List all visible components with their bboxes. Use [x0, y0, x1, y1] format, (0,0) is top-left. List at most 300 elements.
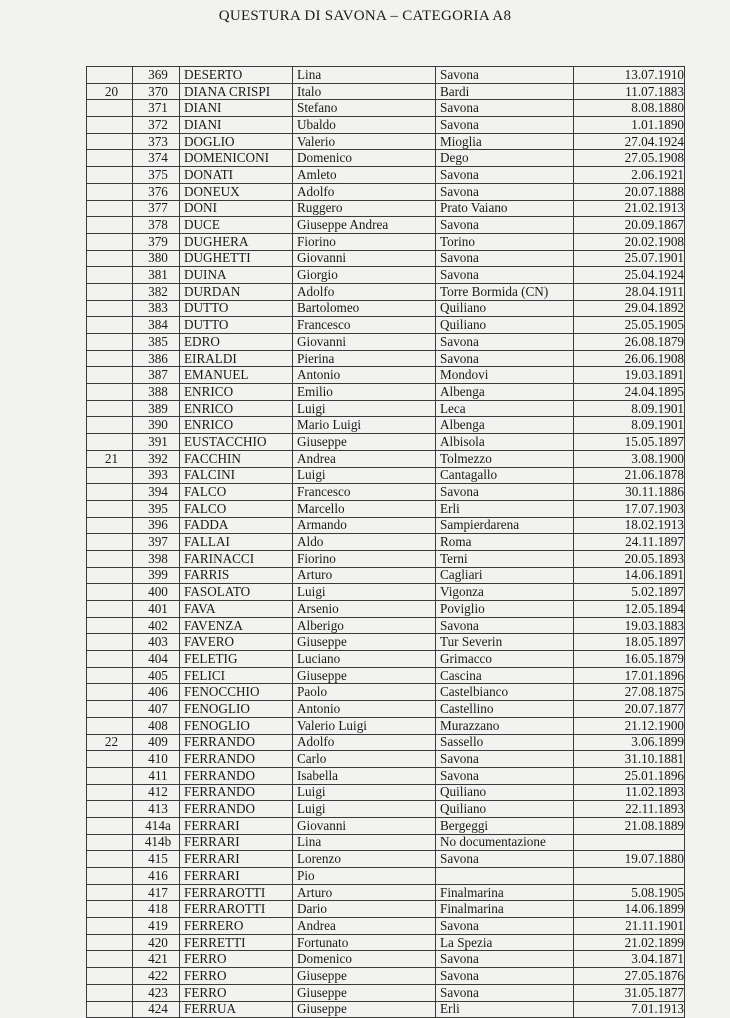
page-number-cell: 20 — [87, 83, 133, 100]
record-number-cell: 387 — [133, 367, 180, 384]
record-number-cell: 415 — [133, 851, 180, 868]
birthplace-cell: Savona — [436, 918, 574, 935]
birthdate-cell: 15.05.1897 — [574, 434, 685, 451]
record-number-cell: 401 — [133, 601, 180, 618]
birthplace-cell: Erli — [436, 1001, 574, 1018]
table-row — [87, 1001, 685, 1018]
table-row — [87, 450, 685, 467]
surname-cell: EDRO — [180, 334, 293, 351]
birthdate-cell: 19.07.1880 — [574, 851, 685, 868]
birthplace-cell: Savona — [436, 751, 574, 768]
page-number-cell — [87, 634, 133, 651]
birthplace-cell: Finalmarina — [436, 884, 574, 901]
page-number-cell — [87, 584, 133, 601]
page-number-cell — [87, 283, 133, 300]
first-name-cell: Giuseppe — [293, 434, 436, 451]
page-number-cell: 22 — [87, 734, 133, 751]
birthplace-cell: Savona — [436, 484, 574, 501]
birthplace-cell: Bergeggi — [436, 817, 574, 834]
first-name-cell: Luciano — [293, 651, 436, 668]
surname-cell: FERRO — [180, 968, 293, 985]
table-row — [87, 133, 685, 150]
table-row — [87, 734, 685, 751]
table-row — [87, 951, 685, 968]
table-row — [87, 317, 685, 334]
surname-cell: DESERTO — [180, 67, 293, 84]
birthdate-cell: 21.08.1889 — [574, 817, 685, 834]
record-number-cell: 423 — [133, 984, 180, 1001]
birthdate-cell: 24.04.1895 — [574, 384, 685, 401]
birthdate-cell: 16.05.1879 — [574, 651, 685, 668]
birthplace-cell — [436, 868, 574, 885]
table-row — [87, 934, 685, 951]
surname-cell: DONEUX — [180, 183, 293, 200]
page-number-cell — [87, 550, 133, 567]
table-row — [87, 834, 685, 851]
table-row — [87, 801, 685, 818]
page-number-cell — [87, 500, 133, 517]
surname-cell: FALCINI — [180, 467, 293, 484]
record-number-cell: 373 — [133, 133, 180, 150]
surname-cell: FENOGLIO — [180, 717, 293, 734]
first-name-cell: Dario — [293, 901, 436, 918]
record-number-cell: 418 — [133, 901, 180, 918]
table-row — [87, 334, 685, 351]
surname-cell: FALCO — [180, 500, 293, 517]
birthdate-cell: 31.05.1877 — [574, 984, 685, 1001]
birthdate-cell: 27.04.1924 — [574, 133, 685, 150]
birthplace-cell: Savona — [436, 617, 574, 634]
table-row — [87, 701, 685, 718]
birthplace-cell: Leca — [436, 400, 574, 417]
record-number-cell: 414b — [133, 834, 180, 851]
birthdate-cell: 3.04.1871 — [574, 951, 685, 968]
record-number-cell: 398 — [133, 550, 180, 567]
first-name-cell: Paolo — [293, 684, 436, 701]
page-number-cell — [87, 834, 133, 851]
birthplace-cell: Dego — [436, 150, 574, 167]
birthplace-cell: Savona — [436, 968, 574, 985]
table-row — [87, 500, 685, 517]
first-name-cell: Stefano — [293, 100, 436, 117]
birthdate-cell: 20.05.1893 — [574, 550, 685, 567]
birthplace-cell: Quiliano — [436, 317, 574, 334]
birthdate-cell: 8.09.1901 — [574, 417, 685, 434]
record-number-cell: 416 — [133, 868, 180, 885]
record-number-cell: 412 — [133, 784, 180, 801]
table-row — [87, 918, 685, 935]
first-name-cell: Armando — [293, 517, 436, 534]
birthplace-cell: Savona — [436, 334, 574, 351]
birthplace-cell: Poviglio — [436, 601, 574, 618]
record-number-cell: 407 — [133, 701, 180, 718]
birthdate-cell: 25.04.1924 — [574, 267, 685, 284]
birthdate-cell: 19.03.1891 — [574, 367, 685, 384]
surname-cell: ENRICO — [180, 400, 293, 417]
birthplace-cell: Albenga — [436, 417, 574, 434]
register-body — [87, 67, 685, 1018]
record-number-cell: 411 — [133, 767, 180, 784]
page-number-cell — [87, 601, 133, 618]
birthplace-cell: Cantagallo — [436, 467, 574, 484]
first-name-cell: Antonio — [293, 701, 436, 718]
surname-cell: FAVA — [180, 601, 293, 618]
table-row — [87, 267, 685, 284]
surname-cell: FACCHIN — [180, 450, 293, 467]
birthplace-cell: Castelbianco — [436, 684, 574, 701]
birthdate-cell: 3.06.1899 — [574, 734, 685, 751]
birthdate-cell: 25.07.1901 — [574, 250, 685, 267]
first-name-cell: Giuseppe — [293, 634, 436, 651]
page-number-cell — [87, 767, 133, 784]
table-row — [87, 250, 685, 267]
birthdate-cell: 22.11.1893 — [574, 801, 685, 818]
birthdate-cell: 21.11.1901 — [574, 918, 685, 935]
page-number-cell — [87, 350, 133, 367]
birthdate-cell: 31.10.1881 — [574, 751, 685, 768]
birthplace-cell: Grimacco — [436, 651, 574, 668]
birthplace-cell: Savona — [436, 767, 574, 784]
page-number-cell — [87, 484, 133, 501]
table-row — [87, 367, 685, 384]
record-number-cell: 419 — [133, 918, 180, 935]
record-number-cell: 400 — [133, 584, 180, 601]
page-number-cell — [87, 267, 133, 284]
register-table — [86, 66, 685, 1018]
record-number-cell: 406 — [133, 684, 180, 701]
first-name-cell: Lina — [293, 834, 436, 851]
first-name-cell: Mario Luigi — [293, 417, 436, 434]
birthplace-cell: Savona — [436, 851, 574, 868]
page-number-cell: 21 — [87, 450, 133, 467]
surname-cell: FERRUA — [180, 1001, 293, 1018]
record-number-cell: 421 — [133, 951, 180, 968]
first-name-cell: Luigi — [293, 584, 436, 601]
record-number-cell: 417 — [133, 884, 180, 901]
surname-cell: FERRANDO — [180, 751, 293, 768]
birthdate-cell: 17.07.1903 — [574, 500, 685, 517]
table-row — [87, 851, 685, 868]
table-row — [87, 484, 685, 501]
first-name-cell: Arturo — [293, 884, 436, 901]
birthplace-cell: Mondovi — [436, 367, 574, 384]
birthplace-cell: Cascina — [436, 667, 574, 684]
birthdate-cell: 21.02.1899 — [574, 934, 685, 951]
page-number-cell — [87, 934, 133, 951]
record-number-cell: 377 — [133, 200, 180, 217]
page-number-cell — [87, 784, 133, 801]
birthplace-cell: Terni — [436, 550, 574, 567]
record-number-cell: 391 — [133, 434, 180, 451]
record-number-cell: 409 — [133, 734, 180, 751]
first-name-cell: Giovanni — [293, 817, 436, 834]
first-name-cell: Lina — [293, 67, 436, 84]
first-name-cell: Giuseppe — [293, 984, 436, 1001]
first-name-cell: Aldo — [293, 534, 436, 551]
page-number-cell — [87, 400, 133, 417]
record-number-cell: 424 — [133, 1001, 180, 1018]
first-name-cell: Fiorino — [293, 233, 436, 250]
birthdate-cell: 14.06.1899 — [574, 901, 685, 918]
table-row — [87, 634, 685, 651]
table-row — [87, 817, 685, 834]
first-name-cell: Antonio — [293, 367, 436, 384]
record-number-cell: 383 — [133, 300, 180, 317]
first-name-cell: Giuseppe — [293, 1001, 436, 1018]
birthdate-cell: 2.06.1921 — [574, 167, 685, 184]
birthdate-cell: 25.01.1896 — [574, 767, 685, 784]
birthplace-cell: Torino — [436, 233, 574, 250]
record-number-cell: 395 — [133, 500, 180, 517]
birthplace-cell: Savona — [436, 984, 574, 1001]
birthplace-cell: Prato Vaiano — [436, 200, 574, 217]
page-number-cell — [87, 334, 133, 351]
first-name-cell: Luigi — [293, 784, 436, 801]
surname-cell: FERRANDO — [180, 767, 293, 784]
record-number-cell: 381 — [133, 267, 180, 284]
table-row — [87, 117, 685, 134]
surname-cell: FADDA — [180, 517, 293, 534]
surname-cell: DONI — [180, 200, 293, 217]
surname-cell: FERRARI — [180, 817, 293, 834]
birthdate-cell: 3.08.1900 — [574, 450, 685, 467]
surname-cell: DUINA — [180, 267, 293, 284]
surname-cell: FERRANDO — [180, 734, 293, 751]
record-number-cell: 413 — [133, 801, 180, 818]
birthplace-cell: Murazzano — [436, 717, 574, 734]
page-number-cell — [87, 300, 133, 317]
first-name-cell: Ruggero — [293, 200, 436, 217]
birthplace-cell: La Spezia — [436, 934, 574, 951]
surname-cell: DOGLIO — [180, 133, 293, 150]
birthdate-cell: 20.07.1888 — [574, 183, 685, 200]
birthdate-cell: 18.02.1913 — [574, 517, 685, 534]
birthplace-cell: Savona — [436, 67, 574, 84]
birthdate-cell: 17.01.1896 — [574, 667, 685, 684]
birthdate-cell: 18.05.1897 — [574, 634, 685, 651]
surname-cell: FAVENZA — [180, 617, 293, 634]
record-number-cell: 386 — [133, 350, 180, 367]
page-number-cell — [87, 183, 133, 200]
surname-cell: DOMENICONI — [180, 150, 293, 167]
birthdate-cell: 20.09.1867 — [574, 217, 685, 234]
birthdate-cell: 21.12.1900 — [574, 717, 685, 734]
birthplace-cell: Tur Severin — [436, 634, 574, 651]
birthplace-cell: Savona — [436, 167, 574, 184]
birthplace-cell: Castellino — [436, 701, 574, 718]
record-number-cell: 380 — [133, 250, 180, 267]
table-row — [87, 534, 685, 551]
birthdate-cell — [574, 834, 685, 851]
birthplace-cell: Cagliari — [436, 567, 574, 584]
surname-cell: DUGHERA — [180, 233, 293, 250]
table-row — [87, 67, 685, 84]
surname-cell: FAVERO — [180, 634, 293, 651]
surname-cell: FELICI — [180, 667, 293, 684]
record-number-cell: 390 — [133, 417, 180, 434]
table-row — [87, 434, 685, 451]
birthdate-cell: 8.09.1901 — [574, 400, 685, 417]
birthplace-cell: Savona — [436, 250, 574, 267]
table-row — [87, 884, 685, 901]
page-number-cell — [87, 417, 133, 434]
record-number-cell: 384 — [133, 317, 180, 334]
surname-cell: FASOLATO — [180, 584, 293, 601]
page-number-cell — [87, 534, 133, 551]
surname-cell: ENRICO — [180, 384, 293, 401]
record-number-cell: 408 — [133, 717, 180, 734]
record-number-cell: 379 — [133, 233, 180, 250]
surname-cell: FERRANDO — [180, 801, 293, 818]
table-row — [87, 617, 685, 634]
surname-cell: FERRETTI — [180, 934, 293, 951]
record-number-cell: 414a — [133, 817, 180, 834]
birthplace-cell: Mioglia — [436, 133, 574, 150]
record-number-cell: 378 — [133, 217, 180, 234]
birthdate-cell: 7.01.1913 — [574, 1001, 685, 1018]
surname-cell: FERRO — [180, 984, 293, 1001]
birthplace-cell: Quiliano — [436, 784, 574, 801]
table-row — [87, 751, 685, 768]
birthplace-cell: Savona — [436, 183, 574, 200]
record-number-cell: 385 — [133, 334, 180, 351]
birthplace-cell: Sassello — [436, 734, 574, 751]
record-number-cell: 374 — [133, 150, 180, 167]
first-name-cell: Adolfo — [293, 283, 436, 300]
page-number-cell — [87, 250, 133, 267]
table-row — [87, 601, 685, 618]
record-number-cell: 375 — [133, 167, 180, 184]
birthdate-cell: 11.07.1883 — [574, 83, 685, 100]
surname-cell: DURDAN — [180, 283, 293, 300]
first-name-cell: Italo — [293, 83, 436, 100]
first-name-cell: Andrea — [293, 450, 436, 467]
table-row — [87, 901, 685, 918]
surname-cell: DONATI — [180, 167, 293, 184]
birthdate-cell: 26.08.1879 — [574, 334, 685, 351]
record-number-cell: 394 — [133, 484, 180, 501]
surname-cell: DUCE — [180, 217, 293, 234]
birthplace-cell: Savona — [436, 951, 574, 968]
table-row — [87, 83, 685, 100]
page-number-cell — [87, 868, 133, 885]
first-name-cell: Pio — [293, 868, 436, 885]
page-number-cell — [87, 1001, 133, 1018]
surname-cell: FARINACCI — [180, 550, 293, 567]
birthplace-cell: Vigonza — [436, 584, 574, 601]
surname-cell: EUSTACCHIO — [180, 434, 293, 451]
table-row — [87, 183, 685, 200]
surname-cell: DUTTO — [180, 317, 293, 334]
first-name-cell: Giuseppe — [293, 667, 436, 684]
table-row — [87, 868, 685, 885]
first-name-cell: Pierina — [293, 350, 436, 367]
birthplace-cell: Albenga — [436, 384, 574, 401]
birthdate-cell: 1.01.1890 — [574, 117, 685, 134]
first-name-cell: Giovanni — [293, 250, 436, 267]
birthdate-cell: 29.04.1892 — [574, 300, 685, 317]
table-row — [87, 984, 685, 1001]
first-name-cell: Ubaldo — [293, 117, 436, 134]
birthplace-cell: Torre Bormida (CN) — [436, 283, 574, 300]
table-row — [87, 517, 685, 534]
record-number-cell: 399 — [133, 567, 180, 584]
record-number-cell: 410 — [133, 751, 180, 768]
record-number-cell: 369 — [133, 67, 180, 84]
surname-cell: FERRO — [180, 951, 293, 968]
table-row — [87, 150, 685, 167]
birthdate-cell — [574, 868, 685, 885]
page-number-cell — [87, 968, 133, 985]
first-name-cell: Emilio — [293, 384, 436, 401]
surname-cell: DIANI — [180, 117, 293, 134]
record-number-cell: 370 — [133, 83, 180, 100]
birthplace-cell: Savona — [436, 117, 574, 134]
page-number-cell — [87, 651, 133, 668]
birthplace-cell: Sampierdarena — [436, 517, 574, 534]
first-name-cell: Fiorino — [293, 550, 436, 567]
page-title: QUESTURA DI SAVONA – CATEGORIA A8 — [218, 8, 512, 24]
first-name-cell: Lorenzo — [293, 851, 436, 868]
table-row — [87, 100, 685, 117]
page-number-cell — [87, 984, 133, 1001]
table-row — [87, 384, 685, 401]
page-number-cell — [87, 851, 133, 868]
birthplace-cell: Erli — [436, 500, 574, 517]
first-name-cell: Domenico — [293, 951, 436, 968]
table-row — [87, 400, 685, 417]
birthplace-cell: Tolmezzo — [436, 450, 574, 467]
page-number-cell — [87, 901, 133, 918]
first-name-cell: Francesco — [293, 317, 436, 334]
surname-cell: FERRARI — [180, 851, 293, 868]
page-number-cell — [87, 467, 133, 484]
surname-cell: DIANA CRISPI — [180, 83, 293, 100]
record-number-cell: 403 — [133, 634, 180, 651]
surname-cell: ENRICO — [180, 417, 293, 434]
surname-cell: FERRAROTTI — [180, 884, 293, 901]
page-number-cell — [87, 918, 133, 935]
record-number-cell: 372 — [133, 117, 180, 134]
page-number-cell — [87, 801, 133, 818]
first-name-cell: Fortunato — [293, 934, 436, 951]
table-row — [87, 300, 685, 317]
first-name-cell: Bartolomeo — [293, 300, 436, 317]
page-number-cell — [87, 233, 133, 250]
page-number-cell — [87, 317, 133, 334]
record-number-cell: 376 — [133, 183, 180, 200]
page-number-cell — [87, 701, 133, 718]
table-row — [87, 684, 685, 701]
table-row — [87, 584, 685, 601]
table-row — [87, 784, 685, 801]
table-row — [87, 651, 685, 668]
table-row — [87, 233, 685, 250]
surname-cell: FERRANDO — [180, 784, 293, 801]
first-name-cell: Arturo — [293, 567, 436, 584]
first-name-cell: Valerio Luigi — [293, 717, 436, 734]
page-number-cell — [87, 717, 133, 734]
table-row — [87, 283, 685, 300]
birthdate-cell: 11.02.1893 — [574, 784, 685, 801]
birthdate-cell: 19.03.1883 — [574, 617, 685, 634]
page-number-cell — [87, 367, 133, 384]
record-number-cell: 392 — [133, 450, 180, 467]
record-number-cell: 404 — [133, 651, 180, 668]
birthdate-cell: 14.06.1891 — [574, 567, 685, 584]
birthplace-cell: Savona — [436, 217, 574, 234]
birthplace-cell: Roma — [436, 534, 574, 551]
